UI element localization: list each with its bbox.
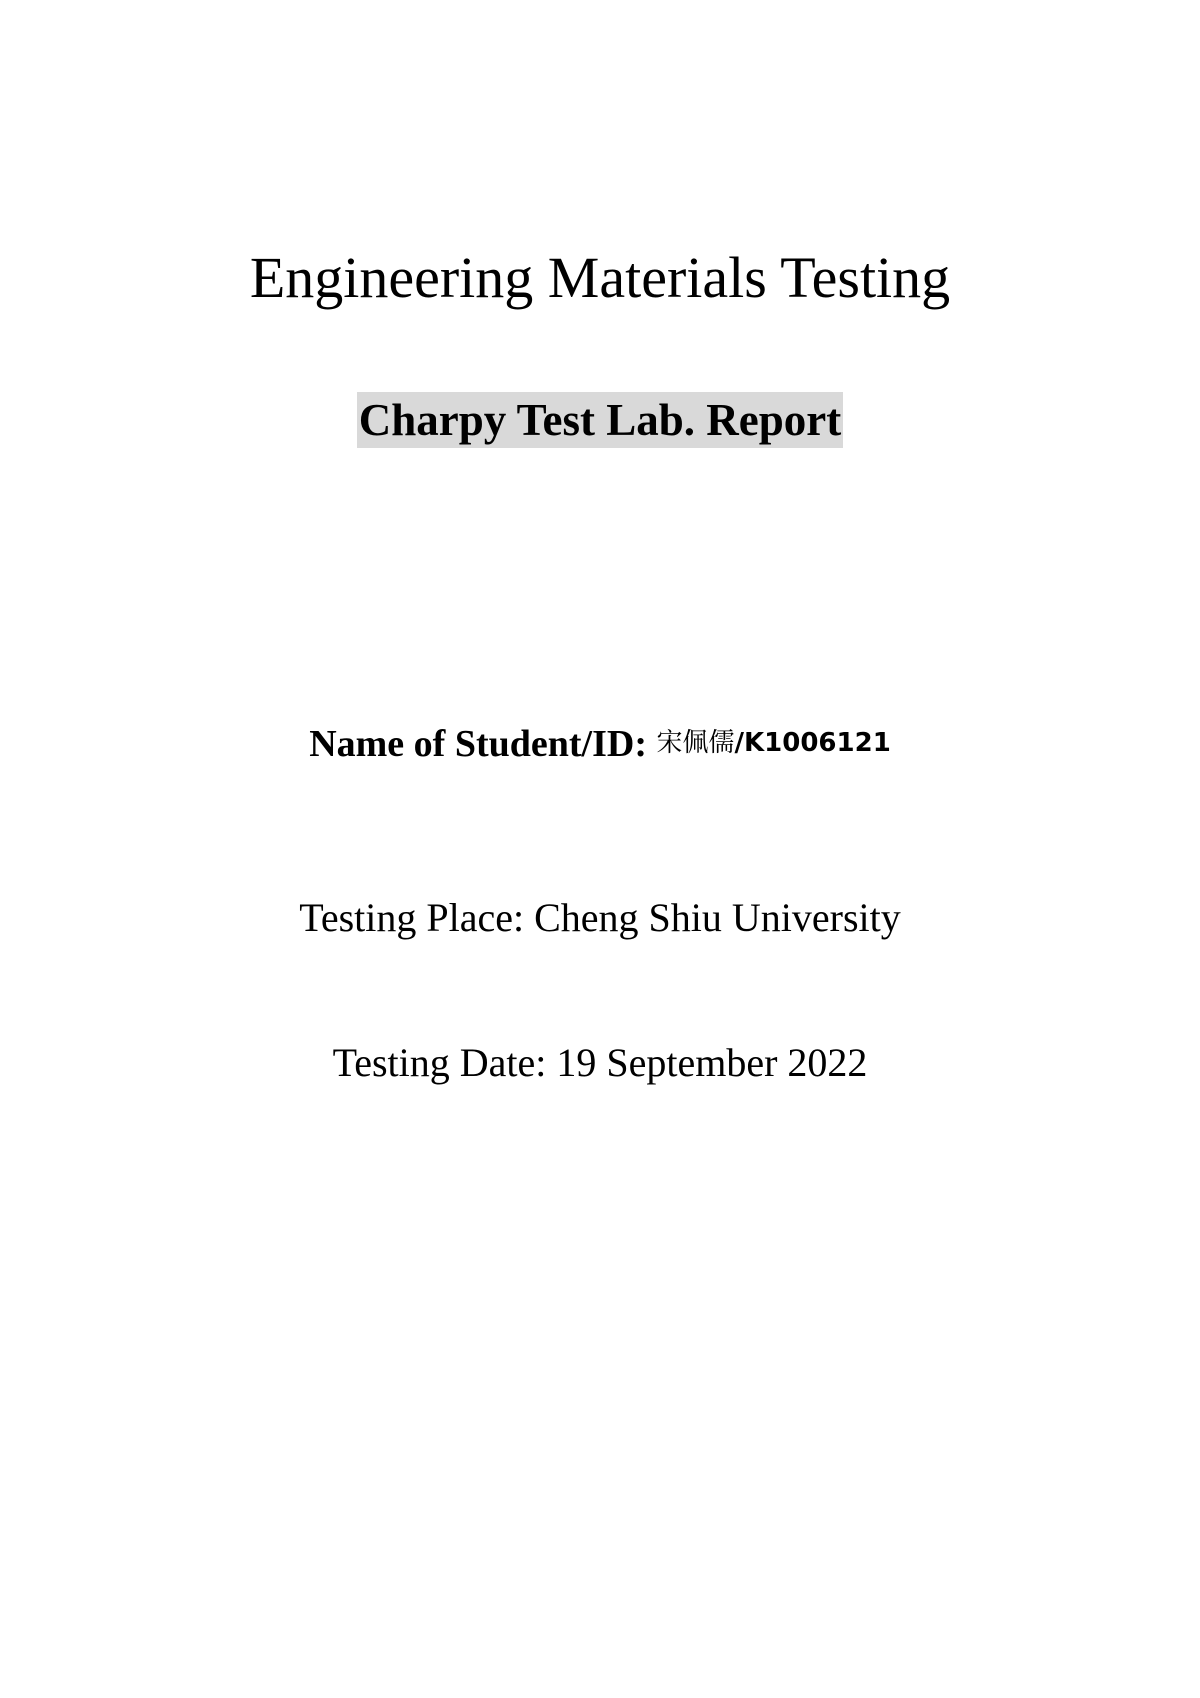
student-name: 宋佩儒 [656,728,735,758]
subtitle-block [0,392,1200,461]
report-subtitle: Charpy Test Lab. Report [357,392,844,448]
testing-place: Testing Place: Cheng Shiu University [299,895,901,940]
testing-date: Testing Date: 19 September 2022 [332,1040,868,1085]
student-value [656,728,890,758]
student-id: /K1006121 [734,728,891,758]
document-title: Engineering Materials Testing [249,245,951,310]
student-label: Name of Student/ID: [309,723,647,765]
student-info-line [0,718,1200,769]
